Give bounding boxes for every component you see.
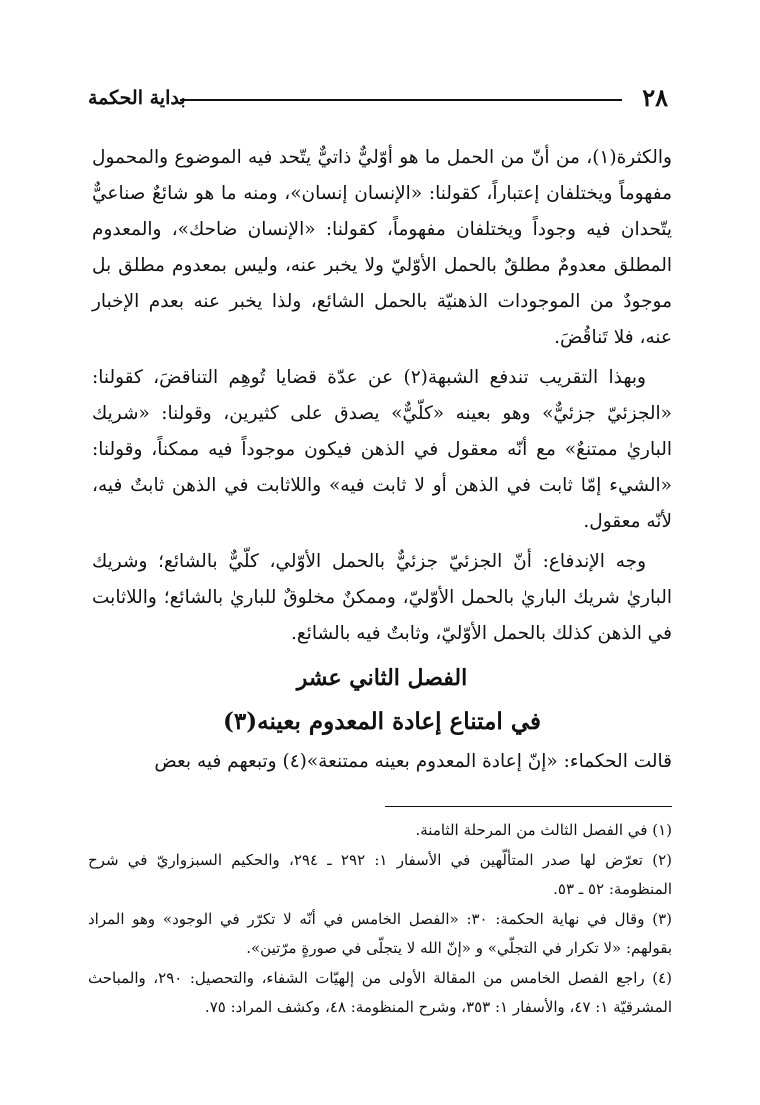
footnotes (88, 816, 672, 1023)
paragraph: وبهذا التقريب تندفع الشبهة(٢) عن عدّة قضايا تُوهِم التناقضَ، كقولنا: «الجزئيّ جزئيٌّ» وهو بعينه «كلّيٌّ» يصدق على كثيرين، وقولنا: «شريك الباريٰ ممتنعٌ» مع أنّه معقول في الذهن فيكون موجوداً فيه ممكناً، وقولنا: «الشيء إمّا ثابت في الذهن أو لا ثابت فيه» واللاثابت في الذهن ثابتٌ فيه، لأنّه معقول. (92, 367, 672, 532)
footnote: (٣) وقال في نهاية الحكمة: ٣٠: «الفصل الخامس في أنّه لا تكرّر في الوجود» وهو المراد بقولهم: «لا تكرار في التجلّي» و «إنّ الله لا يتجلّى في صورةٍ مرّتين». (88, 910, 672, 957)
section-heading: في امتناع إعادة المعدوم بعينه(٣) (223, 708, 541, 735)
main-text (92, 140, 672, 784)
header-rule (180, 99, 622, 101)
footnote-divider (385, 806, 672, 807)
paragraph: وجه الإندفاع: أنّ الجزئيّ جزئيٌّ بالحمل الأوّلي، كلّيٌّ بالشائع؛ وشريك الباريٰ شريك الباريٰ بالحمل الأوّليّ، وممكنٌ مخلوقٌ للباريٰ بالشائع؛ واللاثابت في الذهن كذلك بالحمل الأوّليّ، وثابتٌ فيه بالشائع. (92, 551, 672, 644)
page-header (88, 80, 668, 116)
running-title: بداية الحكمة (88, 87, 186, 109)
footnote: (٢) تعرّض لها صدر المتألّهين في الأسفار ١: ٢٩٢ ـ ٢٩٤، والحكيم السبزواريّ في شرح المنظومة: ٥٢ ـ ٥٣. (88, 851, 673, 898)
chapter-heading: الفصل الثاني عشر (296, 665, 468, 691)
paragraph: والكثرة(١)، من أنّ من الحمل ما هو أوّليٌّ ذاتيٌّ يتّحد فيه الموضوع والمحمول مفهوماً ويختلفان إعتباراً، كقولنا: «الإنسان إنسان»، ومنه ما هو شائعٌ صناعيٌّ يتّحدان فيه وجوداً ويختلفان مفهوماً، كقولنا: «الإنسان ضاحك»، والمعدوم المطلق معدومٌ مطلقٌ بالحمل الأوّليّ ولا يخبر عنه، وليس بمعدوم مطلق بل موجودٌ من الموجودات الذهنيّة بالحمل الشائع، ولذا يخبر عنه بعدم الإخبار عنه، فلا تَناقُضَ. (92, 147, 672, 348)
footnote: (١) في الفصل الثالث من المرحلة الثامنة. (415, 821, 672, 839)
paragraph: قالت الحكماء: «إنّ إعادة المعدوم بعينه ممتنعة»(٤) وتبعهم فيه بعض (154, 751, 672, 772)
page-number: ٢٨ (642, 83, 668, 112)
footnote: (٤) راجع الفصل الخامس من المقالة الأولى من إلهيّات الشفاء، والتحصيل: ٢٩٠، والمباحث المشرقيّة ١: ٤٧، والأسفار ١: ٣٥٣، وشرح المنظومة: ٤٨، وكشف المراد: ٧٥. (88, 969, 672, 1016)
